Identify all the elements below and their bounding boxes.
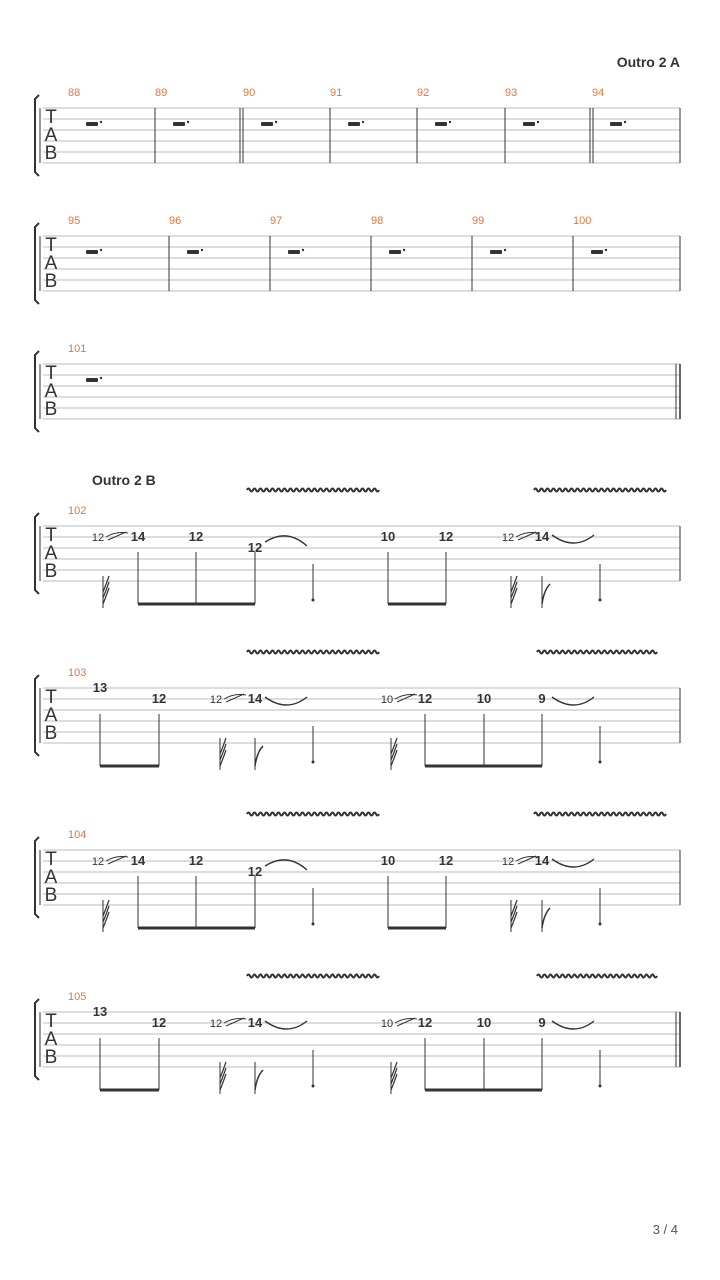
measure-rest-dot — [362, 121, 364, 123]
tied-stem-dot — [312, 599, 315, 602]
measure-rest-dot — [624, 121, 626, 123]
measure-number: 103 — [68, 667, 87, 679]
tied-stem-dot — [599, 923, 602, 926]
measure-number: 90 — [243, 87, 256, 99]
tab-letter-t: T — [45, 235, 57, 256]
tab-letter-t: T — [45, 687, 57, 708]
staff-system — [35, 837, 680, 918]
note-fret: 10 — [380, 853, 396, 868]
measure-rest-dot — [537, 121, 539, 123]
system-bracket — [35, 837, 39, 918]
tab-letter-t: T — [45, 1011, 57, 1032]
system-bracket — [35, 999, 39, 1080]
measure-rest-dot — [605, 249, 607, 251]
staff-system — [35, 95, 680, 176]
measure-rest-dot — [302, 249, 304, 251]
section-label-outro-2b: Outro 2 B — [92, 472, 156, 488]
measure-rest-dot — [504, 249, 506, 251]
measure-rest — [610, 122, 622, 126]
note-fret: 10 — [476, 691, 492, 706]
note-flag — [542, 584, 550, 604]
note-fret: 12 — [417, 691, 433, 706]
measure-rest-dot — [275, 121, 277, 123]
note-fret: 14 — [130, 853, 146, 868]
measure-number: 100 — [573, 215, 592, 227]
measure-rest-dot — [100, 249, 102, 251]
tied-stem-dot — [599, 1085, 602, 1088]
tab-letter-a: A — [44, 125, 58, 146]
system-bracket — [35, 95, 39, 176]
tab-letter-t: T — [45, 363, 57, 384]
measure-number: 94 — [592, 87, 605, 99]
measure-number: 89 — [155, 87, 168, 99]
measure-rest — [187, 250, 199, 254]
note-fret: 12 — [188, 853, 204, 868]
measure-rest — [261, 122, 273, 126]
tab-letter-a: A — [44, 253, 58, 274]
measure-rest — [435, 122, 447, 126]
vibrato-line — [247, 813, 379, 816]
measure-number: 88 — [68, 87, 81, 99]
tied-stem-dot — [599, 761, 602, 764]
measure-number: 93 — [505, 87, 518, 99]
system-bracket — [35, 351, 39, 432]
measure-rest — [591, 250, 603, 254]
grace-note-fret: 12 — [501, 856, 515, 868]
note-fret: 12 — [247, 540, 263, 555]
measure-rest-dot — [449, 121, 451, 123]
tab-letter-t: T — [45, 525, 57, 546]
tab-letter-a: A — [44, 381, 58, 402]
note-fret: 13 — [92, 680, 108, 695]
note-fret: 14 — [534, 853, 550, 868]
tie-arc — [552, 1021, 594, 1029]
staff-system — [35, 513, 680, 594]
measure-number: 104 — [68, 829, 87, 841]
tab-letter-b: B — [44, 143, 58, 164]
system-bracket — [35, 223, 39, 304]
tab-letter-b: B — [44, 885, 58, 906]
tab-letter-b: B — [44, 1047, 58, 1068]
vibrato-line — [534, 813, 666, 816]
note-flag — [542, 908, 550, 928]
tied-stem-dot — [599, 599, 602, 602]
measure-number: 98 — [371, 215, 384, 227]
grace-note-fret: 10 — [380, 694, 394, 706]
vibrato-line — [534, 489, 666, 492]
tab-letter-t: T — [45, 849, 57, 870]
measure-rest-dot — [100, 121, 102, 123]
tab-letter-b: B — [44, 399, 58, 420]
tie-arc — [552, 697, 594, 705]
staff-system — [35, 675, 680, 756]
note-fret: 13 — [92, 1004, 108, 1019]
tab-letter-a: A — [44, 543, 58, 564]
tie-arc — [265, 697, 307, 705]
vibrato-line — [247, 489, 379, 492]
note-fret: 12 — [188, 529, 204, 544]
measure-number: 97 — [270, 215, 283, 227]
grace-note-fret: 12 — [91, 856, 105, 868]
measure-rest — [389, 250, 401, 254]
tied-stem-dot — [312, 761, 315, 764]
measure-rest — [523, 122, 535, 126]
note-fret: 12 — [151, 691, 167, 706]
note-fret: 12 — [417, 1015, 433, 1030]
measure-number: 99 — [472, 215, 485, 227]
vibrato-line — [247, 975, 379, 978]
tab-letter-a: A — [44, 1029, 58, 1050]
grace-note-fret: 12 — [91, 532, 105, 544]
grace-note-fret: 12 — [501, 532, 515, 544]
staff-system — [35, 223, 680, 304]
measure-number: 96 — [169, 215, 182, 227]
note-fret: 10 — [476, 1015, 492, 1030]
tie-arc — [552, 859, 594, 867]
note-flag — [255, 746, 263, 766]
measure-rest-dot — [403, 249, 405, 251]
vibrato-line — [247, 651, 379, 654]
staff-system — [35, 351, 680, 432]
tab-letter-a: A — [44, 705, 58, 726]
section-label-outro-2a: Outro 2 A — [616, 54, 680, 70]
note-fret: 10 — [380, 529, 396, 544]
page-number: 3 / 4 — [652, 1222, 678, 1237]
tab-letter-t: T — [45, 107, 57, 128]
measure-rest — [348, 122, 360, 126]
grace-note-fret: 10 — [380, 1018, 394, 1030]
note-fret: 12 — [438, 853, 454, 868]
note-fret: 12 — [151, 1015, 167, 1030]
tied-stem-dot — [312, 1085, 315, 1088]
grace-note-fret: 12 — [209, 1018, 223, 1030]
vibrato-line — [537, 651, 657, 654]
measure-number: 95 — [68, 215, 81, 227]
note-fret: 14 — [130, 529, 146, 544]
measure-rest-dot — [100, 377, 102, 379]
measure-rest — [173, 122, 185, 126]
note-fret: 9 — [538, 1015, 546, 1030]
note-fret: 14 — [247, 1015, 263, 1030]
system-bracket — [35, 513, 39, 594]
vibrato-line — [537, 975, 657, 978]
tab-letter-b: B — [44, 723, 58, 744]
measure-number: 91 — [330, 87, 343, 99]
note-fret: 9 — [538, 691, 546, 706]
note-flag — [255, 1070, 263, 1090]
note-fret: 12 — [438, 529, 454, 544]
tab-letter-a: A — [44, 867, 58, 888]
note-fret: 14 — [247, 691, 263, 706]
measure-rest-dot — [201, 249, 203, 251]
measure-number: 101 — [68, 343, 87, 355]
measure-rest-dot — [187, 121, 189, 123]
measure-rest — [86, 250, 98, 254]
tie-arc — [552, 535, 594, 543]
system-bracket — [35, 675, 39, 756]
tab-letter-b: B — [44, 561, 58, 582]
grace-note-fret: 12 — [209, 694, 223, 706]
tie-arc — [265, 1021, 307, 1029]
tab-letter-b: B — [44, 271, 58, 292]
note-fret: 12 — [247, 864, 263, 879]
measure-rest — [288, 250, 300, 254]
measure-rest — [490, 250, 502, 254]
note-fret: 14 — [534, 529, 550, 544]
measure-rest — [86, 122, 98, 126]
measure-number: 105 — [68, 991, 87, 1003]
staff-system — [35, 999, 680, 1080]
measure-number: 102 — [68, 505, 87, 517]
measure-number: 92 — [417, 87, 430, 99]
measure-rest — [86, 378, 98, 382]
tied-stem-dot — [312, 923, 315, 926]
